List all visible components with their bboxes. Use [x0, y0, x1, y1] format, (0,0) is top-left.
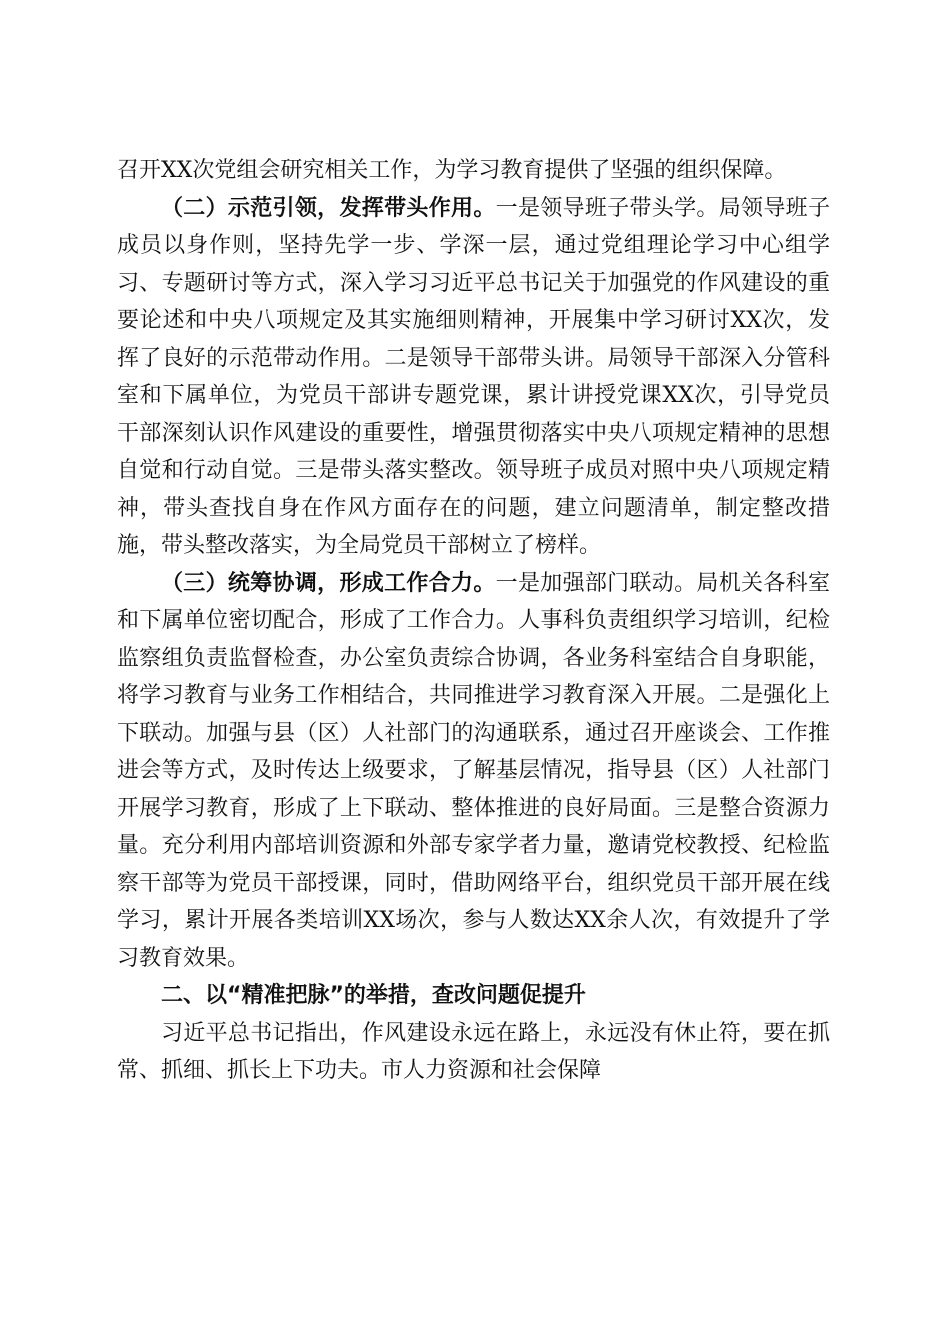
section-heading: 二、以“精准把脉”的举措，查改问题促提升 — [161, 983, 586, 1008]
paragraph-subheading: （二）示范引领，发挥带头作用。 — [161, 194, 496, 221]
paragraph-subheading: （三）统筹协调，形成工作合力。 — [161, 569, 496, 596]
paragraph-continuation — [117, 152, 830, 190]
paragraph-coordination — [117, 565, 830, 978]
paragraph-text: 一是加强部门联动。局机关各科室和下属单位密切配合，形成了工作合力。人事科负责组织学习培训，纪检监察组负责监督检查，办公室负责综合协调，各业务科室结合自身职能，将学习教育与业务工作相结合，共同推进学习教育深入开展。二是强化上下联动。加强与县（区）人社部门的沟通联系，通过召开座谈会、工作推进会等方式，及时传达上级要求，了解基层情况，指导县（区）人社部门开展学习教育，形成了上下联动、整体推进的良好局面。三是整合资源力量。充分利用内部培训资源和外部专家学者力量，邀请党校教授、纪检监察干部等为党员干部授课，同时，借助网络平台，组织党员干部开展在线学习，累计开展各类培训XX场次，参与人数达XX余人次，有效提升了学习教育效果。 — [117, 570, 830, 971]
paragraph-closing: 习近平总书记指出，作风建设永远在路上，永远没有休止符，要在抓常、抓细、抓长上下功夫。市人力资源和社会保障 — [117, 1020, 830, 1083]
paragraph-text: 召开XX次党组会研究相关工作，为学习教育提供了坚强的组织保障。 — [117, 158, 787, 183]
paragraph-demonstration-lead — [117, 190, 830, 565]
document-page — [117, 152, 830, 1090]
paragraph-text: 一是领导班子带头学。局领导班子成员以身作则，坚持先学一步、学深一层，通过党组理论学习中心组学习、专题研讨等方式，深入学习习近平总书记关于加强党的作风建设的重要论述和中央八项规定及其实施细则精神，开展集中学习研讨XX次，发挥了良好的示范带动作用。二是领导干部带头讲。局领导干部深入分管科室和下属单位，为党员干部讲专题党课，累计讲授党课XX次，引导党员干部深刻认识作风建设的重要性，增强贯彻落实中央八项规定精神的思想自觉和行动自觉。三是带头落实整改。领导班子成员对照中央八项规定精神，带头查找自身在作风方面存在的问题，建立问题清单，制定整改措施，带头整改落实，为全局党员干部树立了榜样。 — [117, 195, 830, 558]
